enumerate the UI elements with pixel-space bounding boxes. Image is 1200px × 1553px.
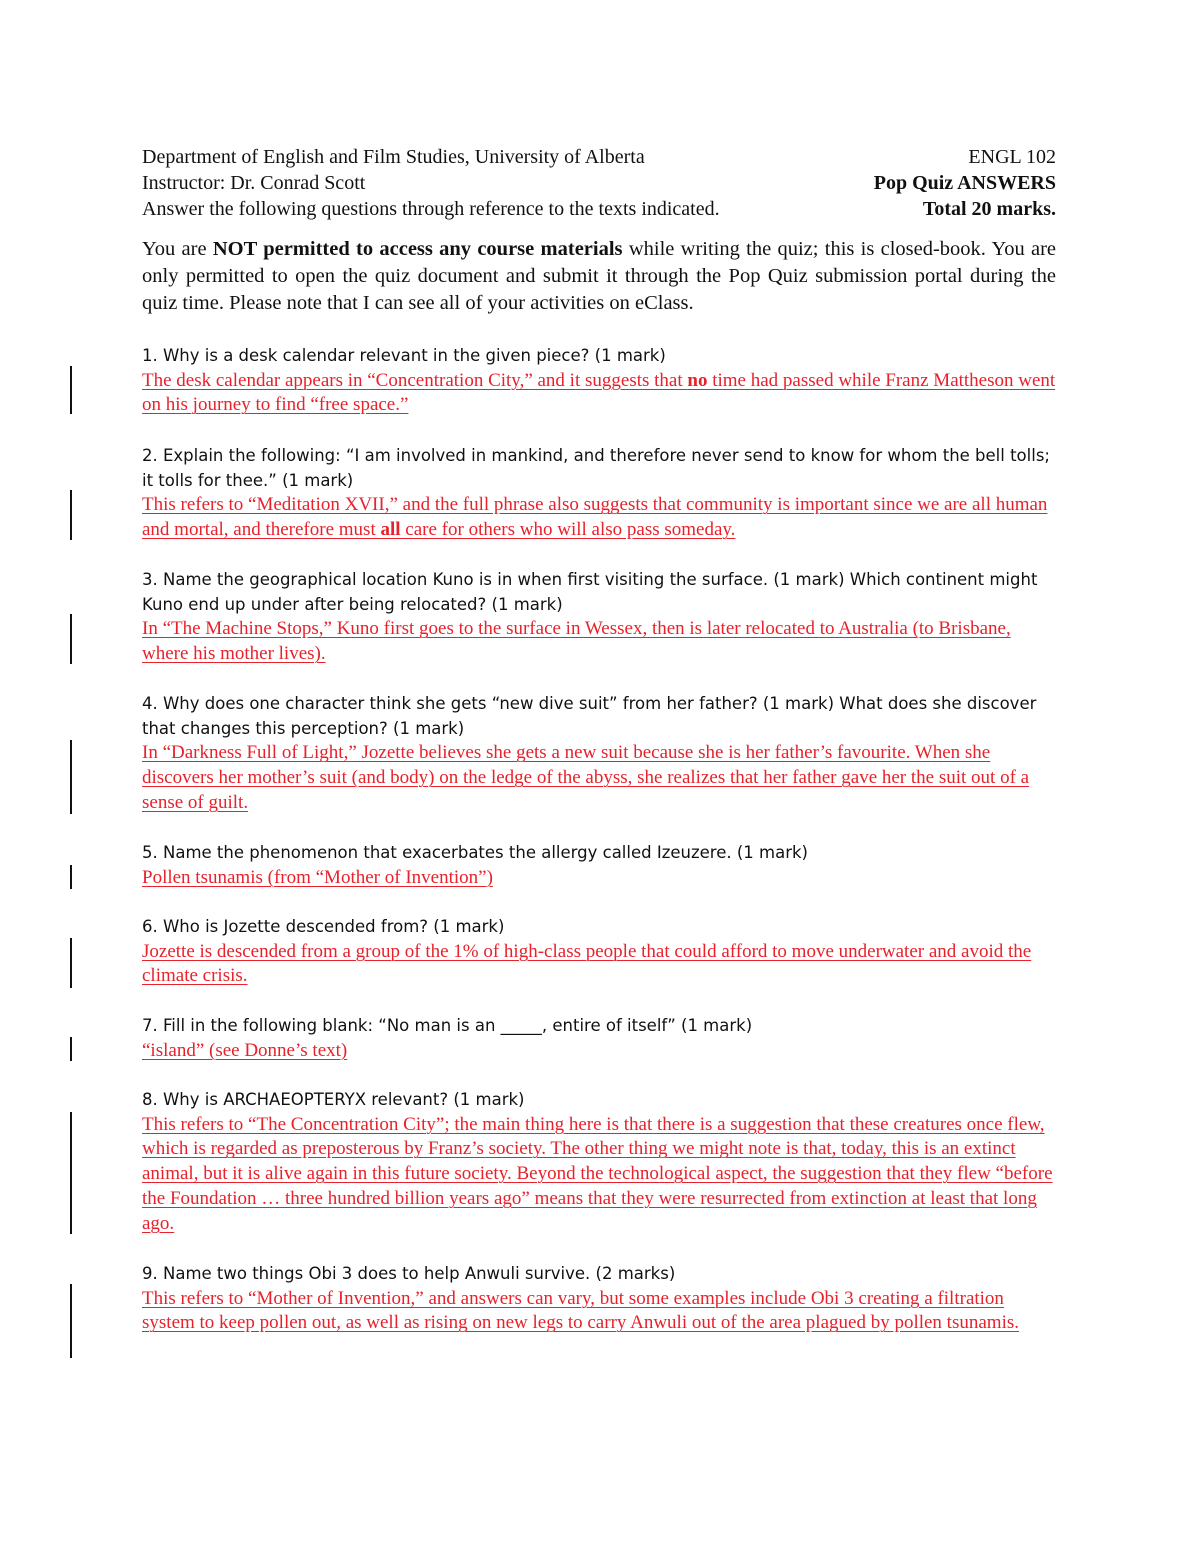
answer-text: “island” (see Donne’s text) (142, 1039, 348, 1061)
answer-part: This refers to “Meditation XVII,” and the full phrase also suggests that community is important since we are all human and mortal, and therefore must (142, 494, 1048, 541)
question-2 (142, 444, 1058, 543)
document-header (142, 144, 1056, 222)
answer-emphasis: no (687, 369, 708, 391)
answer-emphasis: all (380, 519, 401, 541)
answer-text: This refers to “The Concentration City”; the main thing here is that there is a suggestion that these creatures once flew, which is regarded as preposterous by Franz’s society. The other thing we might note is that, today, this is an extinct animal, but it is alive again in this future society. Beyond the technological aspect, the suggestion that they flew “before the Foundation … three hundred billion years ago” means that they were resurrected from extinction at least that long ago. (142, 1113, 1053, 1234)
header-row-2 (142, 170, 1056, 196)
question-9 (142, 1262, 1058, 1336)
header-row-3 (142, 196, 1056, 222)
intro-paragraph (142, 236, 1056, 317)
question-text: 2. Explain the following: “I am involved in mankind, and therefore never send to know for whom the bell tolls; it tolls for thee.” (1 mark) (142, 446, 1050, 490)
course-code: ENGL 102 (968, 146, 1056, 168)
answer-text: In “The Machine Stops,” Kuno first goes to the surface in Wessex, then is later relocated to Australia (to Brisbane, where his mother lives). (142, 618, 1011, 665)
change-bar (70, 1284, 72, 1358)
question-4 (142, 692, 1058, 816)
question-text: 1. Why is a desk calendar relevant in the given piece? (1 mark) (142, 346, 666, 365)
department-name: Department of English and Film Studies, University of Alberta (142, 146, 645, 168)
change-bar (70, 366, 72, 414)
question-6 (142, 915, 1058, 989)
intro-text-2: while writing the quiz; this is closed-book. You are only permitted to open the quiz document and submit it through the Pop Quiz submission portal during the quiz time. Please note that I can see all of your activities on eClass. (142, 238, 1057, 314)
question-7 (142, 1014, 1058, 1063)
change-bar (70, 938, 72, 988)
answer-text: In “Darkness Full of Light,” Jozette believes she gets a new suit because she is her father’s favourite. When she discovers her mother’s suit (and body) on the ledge of the abyss, she realizes that her father gave her the suit out of a sense of guilt. (142, 742, 1030, 813)
quiz-title: Pop Quiz ANSWERS (873, 172, 1056, 194)
quiz-instructions: Answer the following questions through reference to the texts indicated. (142, 198, 720, 220)
answer-text (142, 369, 1058, 418)
question-3 (142, 568, 1058, 667)
answer-part: time had passed while Franz Mattheson went on his journey to find “free space.” (142, 369, 1056, 416)
instructor-name: Instructor: Dr. Conrad Scott (142, 172, 366, 194)
question-5 (142, 841, 1058, 890)
answer-text: Pollen tsunamis (from “Mother of Invention”) (142, 866, 493, 888)
question-text: 9. Name two things Obi 3 does to help Anwuli survive. (2 marks) (142, 1264, 676, 1283)
change-bar (70, 614, 72, 664)
change-bar (70, 1112, 72, 1234)
question-text: 4. Why does one character think she gets “new dive suit” from her father? (1 mark) What does she discover that changes this perception? (1 mark) (142, 694, 1037, 738)
answer-text (142, 493, 1058, 542)
question-text: 5. Name the phenomenon that exacerbates the allergy called Izeuzere. (1 mark) (142, 843, 808, 862)
question-text: 3. Name the geographical location Kuno is in when first visiting the surface. (1 mark) Which continent might Kuno end up under after being relocated? (1 mark) (142, 570, 1038, 614)
question-text: 7. Fill in the following blank: “No man is an _____, entire of itself” (1 mark) (142, 1016, 753, 1035)
question-text: 6. Who is Jozette descended from? (1 mark) (142, 917, 505, 936)
change-bar (70, 1037, 72, 1061)
intro-text-1: You are (142, 238, 213, 260)
intro-bold: NOT permitted to access any course materials (212, 238, 623, 260)
question-text: 8. Why is ARCHAEOPTERYX relevant? (1 mark) (142, 1090, 525, 1109)
answer-part: care for others who will also pass someday. (400, 519, 736, 541)
question-8 (142, 1088, 1058, 1236)
header-row-1 (142, 144, 1056, 170)
change-bar (70, 865, 72, 889)
answer-part: The desk calendar appears in “Concentration City,” and it suggests that (142, 369, 688, 391)
total-marks: Total 20 marks. (922, 198, 1056, 220)
answer-text: This refers to “Mother of Invention,” and answers can vary, but some examples include Obi 3 creating a filtration system to keep pollen out, as well as rising on new legs to carry Anwuli out of the area plagued by pollen tsunamis. (142, 1287, 1019, 1334)
change-bar (70, 490, 72, 540)
change-bar (70, 740, 72, 814)
question-1 (142, 344, 1058, 418)
answer-text: Jozette is descended from a group of the 1% of high-class people that could afford to move underwater and avoid the climate crisis. (142, 940, 1032, 987)
